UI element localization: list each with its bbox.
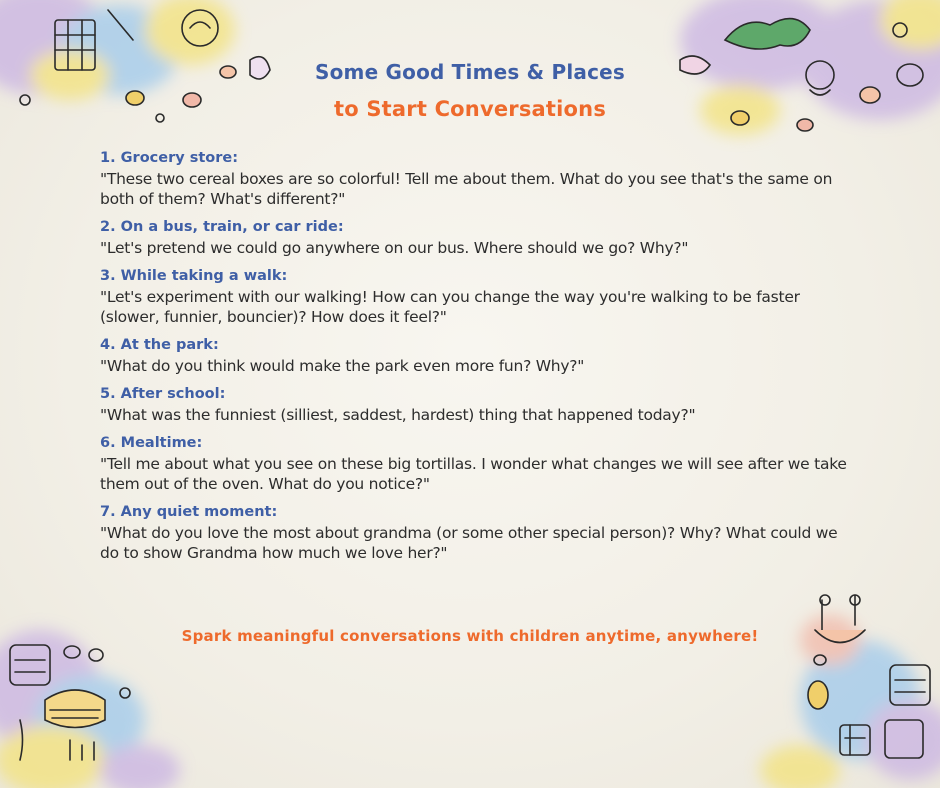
title-line-1: Some Good Times & Places: [315, 60, 625, 84]
item-heading: 7. Any quiet moment:: [100, 504, 278, 520]
item-heading: 5. After school:: [100, 386, 226, 402]
item-heading: 4. At the park:: [100, 337, 219, 353]
list-item: [100, 384, 860, 425]
item-quote: "Tell me about what you see on these big tortillas. I wonder what changes we will see after we take them out of the oven. What do you notice?": [100, 455, 847, 493]
top-left-watercolor: [0, 0, 235, 100]
item-heading: 1. Grocery store:: [100, 150, 239, 166]
title-line-2: to Start Conversations: [333, 97, 607, 121]
item-quote: "Let's experiment with our walking! How can you change the way you're walking to be faster (slower, funnier, bouncier)? How does it feel?": [100, 288, 800, 326]
footer-tagline: Spark meaningful conversations with children anytime, anywhere!: [181, 627, 759, 645]
list-item: [100, 266, 860, 327]
list-item: [100, 335, 860, 376]
item-quote: "Let's pretend we could go anywhere on our bus. Where should we go? Why?": [100, 239, 689, 257]
item-heading: 6. Mealtime:: [100, 435, 203, 451]
list-item: [100, 148, 860, 209]
item-heading: 3. While taking a walk:: [100, 268, 288, 284]
item-heading: 2. On a bus, train, or car ride:: [100, 219, 344, 235]
item-quote: "What do you think would make the park even more fun? Why?": [100, 357, 585, 375]
item-quote: "These two cereal boxes are so colorful! Tell me about them. What do you see that's the same on both of them? What's different?": [100, 170, 833, 208]
item-quote: "What was the funniest (silliest, saddest, hardest) thing that happened today?": [100, 406, 696, 424]
list-item: [100, 433, 860, 494]
item-quote: "What do you love the most about grandma (or some other special person)? Why? What could we do to show Grandma how much we love her?": [100, 524, 838, 562]
list-item: [100, 502, 860, 563]
list-item: [100, 217, 860, 258]
conversation-list: [100, 148, 860, 571]
